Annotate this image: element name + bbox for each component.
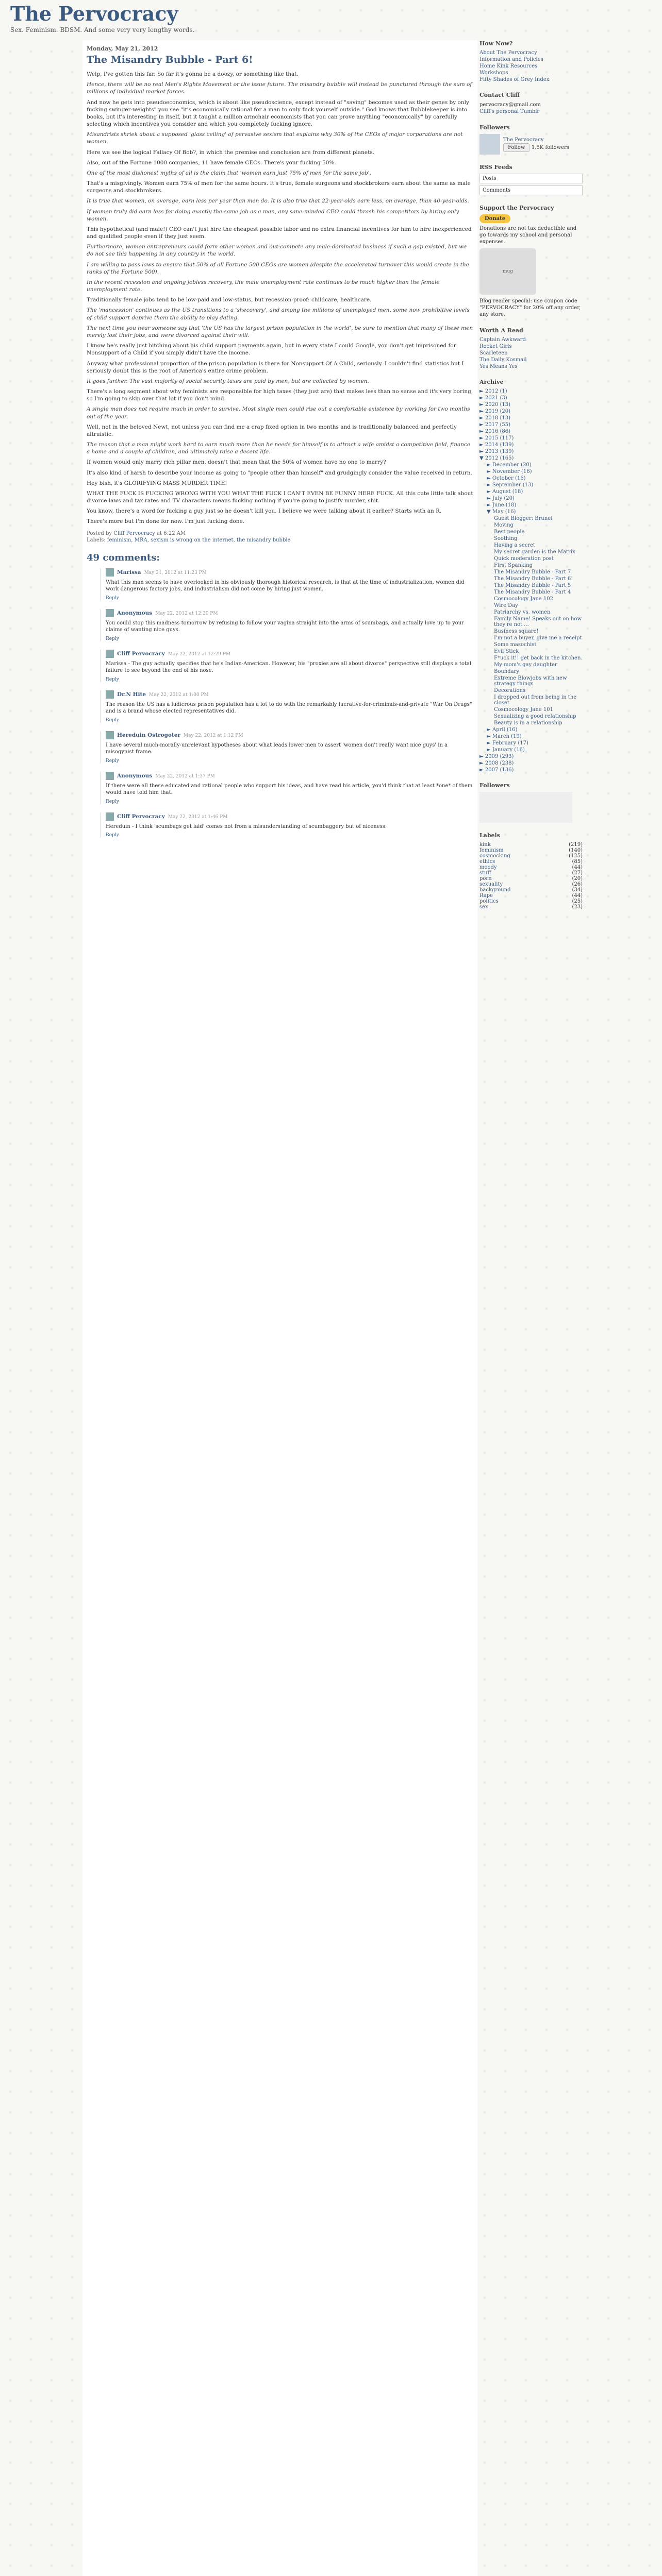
comment bbox=[100, 568, 473, 601]
post-quote: The next time you hear someone say that 'the US has the largest prison population in the world', be sure to mention that many of these men merely lost their jobs, and were divorced against their will. bbox=[87, 325, 473, 338]
avatar[interactable] bbox=[106, 568, 114, 577]
blogroll-link[interactable]: Captain Awkward bbox=[479, 337, 526, 343]
post-title[interactable]: The Misandry Bubble - Part 6! bbox=[87, 54, 253, 65]
label-count: (44) bbox=[572, 893, 583, 899]
label-count: (20) bbox=[572, 876, 583, 882]
comment-date[interactable]: May 22, 2012 at 12:29 PM bbox=[168, 651, 231, 657]
archive-item[interactable]: My secret garden is the Matrix bbox=[494, 549, 575, 555]
archive-item[interactable]: ► October (16) bbox=[487, 476, 526, 481]
blog-description: Sex. Feminism. BDSM. And some very very lengthy words. bbox=[10, 26, 195, 33]
archive-item[interactable]: ▼ May (16) bbox=[487, 509, 516, 515]
comment-date[interactable]: May 22, 2012 at 1:12 PM bbox=[183, 733, 243, 738]
label-link[interactable]: ethics bbox=[479, 859, 495, 865]
label-count: (44) bbox=[572, 865, 583, 870]
post-paragraph: And now he gets into pseudoeconomics, which is about like pseudoscience, except instead of "saving" becomes used as their genes by only fucking swinger-weights" you see "it's economically rational for a man to only fuck yourself outside." God knows that Bubblekeeper is into books, but it's interesting in itself, but it taught a million armchair economists that you can prove anything "economically" by carefully selecting which incentives you consider and which you completely fucking ignore. bbox=[87, 99, 469, 128]
archive-item[interactable]: ► 2007 (136) bbox=[479, 767, 514, 773]
support-text: Donations are not tax deductible and go towards my school and personal expenses. bbox=[479, 226, 577, 245]
label-row bbox=[479, 899, 583, 904]
reply-link[interactable]: Reply bbox=[106, 717, 119, 723]
labels-list bbox=[479, 842, 583, 910]
label-count: (27) bbox=[572, 870, 583, 876]
comment-text: Hereduin - I think 'scumbags get laid' comes not from a misunderstanding of scumbaggery but of niceness. bbox=[106, 823, 387, 829]
reply-link[interactable]: Reply bbox=[106, 676, 119, 682]
archive-item[interactable]: Decorations bbox=[494, 688, 526, 693]
blogroll-link[interactable]: Rocket Girls bbox=[479, 344, 512, 349]
archive-item[interactable]: Beauty is in a relationship bbox=[494, 720, 562, 726]
archive-item[interactable]: ► 2014 (139) bbox=[479, 442, 514, 448]
archive-item[interactable]: ► January (16) bbox=[487, 747, 525, 753]
comments-list bbox=[87, 568, 473, 838]
post-paragraph: If women would only marry rich pillar men, doesn't that mean that the 50% of women have no one to marry? bbox=[87, 459, 386, 466]
about-title: How Now? bbox=[479, 40, 513, 47]
follow-box bbox=[479, 134, 583, 155]
comment bbox=[100, 650, 473, 682]
archive-item[interactable]: The Misandry Bubble - Part 4 bbox=[494, 589, 571, 595]
blog-avatar bbox=[479, 134, 500, 155]
label-link[interactable]: sexuality bbox=[479, 882, 503, 887]
archive-item[interactable]: ► 2017 (55) bbox=[479, 422, 511, 428]
archive-item[interactable]: ► 2012 (1) bbox=[479, 388, 507, 394]
post-paragraph: Anyway what professional proportion of the prison population is there for Nonsupport Of A Child, seriously. I couldn't find statistics but I seriously doubt this is the root of America's entire crime problem. bbox=[87, 360, 464, 374]
avatar[interactable] bbox=[106, 812, 114, 821]
about-link[interactable]: Home Kink Resources bbox=[479, 63, 538, 69]
label-link[interactable]: moody bbox=[479, 865, 497, 870]
archive-item[interactable]: Guest Blogger: Brunei bbox=[494, 516, 553, 521]
reply-link[interactable]: Reply bbox=[106, 799, 119, 804]
comment-author[interactable]: Anonymous bbox=[117, 772, 153, 779]
post-quote: In the recent recession and ongoing jobless recovery, the male unemployment rate continues to be much higher than the female unemployment rate. bbox=[87, 279, 440, 293]
avatar[interactable] bbox=[106, 731, 114, 739]
archive-item[interactable]: F*uck it!! get back in the kitchen. bbox=[494, 655, 583, 661]
archive-item[interactable]: Best people bbox=[494, 529, 525, 535]
archive-item[interactable]: Sexualizing a good relationship bbox=[494, 714, 576, 719]
post-paragraph: You know, there's a word for fucking a guy just so he doesn't kill you. I believe we were talking about it earlier? Starts with an R. bbox=[87, 508, 442, 515]
post-paragraph: There's a long segment about why feminists are responsible for high taxes (they just are) that makes less than no sense and it's very boring, so I'm going to skip over that lot if you don't mind. bbox=[87, 388, 473, 402]
post-body bbox=[87, 71, 473, 526]
post-paragraph: It's also kind of harsh to describe your income as going to "people other than himself" and grudgingly consider the value received in return. bbox=[87, 469, 472, 476]
follower-count: 1.5K followers bbox=[531, 145, 569, 150]
archive-item[interactable]: ► 2021 (3) bbox=[479, 395, 507, 401]
reply-link[interactable]: Reply bbox=[106, 758, 119, 764]
followers-widget bbox=[479, 124, 583, 155]
comment-date[interactable]: May 22, 2012 at 1:37 PM bbox=[155, 773, 215, 779]
archive-item[interactable]: First Spanking bbox=[494, 563, 533, 568]
archive-item[interactable]: Extreme Blowjobs with new strategy things bbox=[494, 675, 567, 687]
archive-item[interactable]: Patriarchy vs. women bbox=[494, 609, 551, 615]
support-title: Support the Pervocracy bbox=[479, 205, 554, 211]
archive-item[interactable]: ► 2015 (117) bbox=[479, 435, 514, 441]
label-link[interactable]: politics bbox=[479, 899, 499, 904]
posted-by-prefix: Posted by bbox=[87, 530, 112, 536]
archive-item[interactable]: ► 2019 (20) bbox=[479, 409, 511, 414]
archive-item[interactable]: ► February (17) bbox=[487, 740, 528, 746]
post-labels-links[interactable]: feminism, MRA, sexism is wrong on the internet, the misandry bubble bbox=[107, 537, 291, 543]
comment-author[interactable]: Marissa bbox=[117, 569, 141, 575]
labels-prefix: Labels: bbox=[87, 537, 106, 543]
worth-widget bbox=[479, 327, 583, 369]
about-link[interactable]: Information and Policies bbox=[479, 57, 543, 62]
comment-header bbox=[106, 812, 473, 821]
about-links bbox=[479, 50, 583, 82]
post-paragraph: There's more but I'm done for now. I'm just fucking done. bbox=[87, 518, 245, 525]
archive-item[interactable]: ► 2009 (293) bbox=[479, 754, 514, 759]
about-link[interactable]: Fifty Shades of Grey Index bbox=[479, 77, 550, 82]
label-count: (34) bbox=[572, 887, 583, 893]
label-row bbox=[479, 848, 583, 853]
shop-text: Blog reader special: use coupon code "PERVOCRACY" for 20% off any order, any store. bbox=[479, 298, 581, 317]
comment-date[interactable]: May 22, 2012 at 12:20 PM bbox=[155, 611, 218, 616]
label-row bbox=[479, 859, 583, 865]
reply-link[interactable]: Reply bbox=[106, 833, 119, 838]
comment-author[interactable]: Cliff Pervocracy bbox=[117, 650, 165, 657]
label-link[interactable]: cosmocking bbox=[479, 853, 510, 859]
archive-item[interactable]: The Misandry Bubble - Part 7 bbox=[494, 569, 571, 575]
comment-author[interactable]: Cliff Pervocracy bbox=[117, 813, 165, 820]
archive-item[interactable]: Having a secret bbox=[494, 543, 536, 548]
comment-author[interactable]: Anonymous bbox=[117, 609, 153, 616]
label-count: (25) bbox=[572, 899, 583, 904]
contact-title: Contact Cliff bbox=[479, 92, 520, 98]
label-link[interactable]: background bbox=[479, 887, 511, 893]
about-link[interactable]: About The Pervocracy bbox=[479, 50, 537, 56]
archive-item[interactable]: Cosmocology Jane 101 bbox=[494, 707, 553, 713]
post-paragraph: Well, not in the beloved Newt, not unless you can find me a crap fixed option in two months and is traditionally balanced and perfectly altruistic. bbox=[87, 423, 457, 437]
label-link[interactable]: sex bbox=[479, 904, 488, 910]
about-link[interactable]: Workshops bbox=[479, 70, 508, 76]
label-row bbox=[479, 842, 583, 848]
rss-comments-dropdown[interactable]: Comments bbox=[479, 185, 583, 195]
comment bbox=[100, 609, 473, 641]
post-paragraph: Hey bish, it's GLORIFYING MASS MURDER TIME! bbox=[87, 480, 227, 486]
archive-item[interactable]: Family Name! Speaks out on how they're not ... bbox=[494, 616, 582, 628]
followers-grid bbox=[479, 792, 572, 823]
worth-links bbox=[479, 337, 583, 369]
worth-title: Worth A Read bbox=[479, 327, 523, 334]
post-footer bbox=[87, 531, 473, 536]
archive-item[interactable]: ► 2020 (13) bbox=[479, 402, 511, 408]
archive-item[interactable]: ► April (16) bbox=[487, 727, 518, 733]
label-row bbox=[479, 853, 583, 859]
comment bbox=[100, 812, 473, 838]
archive-item[interactable]: ► 2016 (86) bbox=[479, 429, 511, 434]
archive-item[interactable]: ► 2008 (238) bbox=[479, 760, 514, 766]
post-paragraph: That's a misgivingly. Women earn 75% of men for the same hours. It's true, female surgeons and stockbrokers earn about the same as male surgeons and stockbrokers. bbox=[87, 180, 471, 194]
post-paragraph: WHAT THE FUCK IS FUCKING WRONG WITH YOU WHAT THE FUCK I CAN'T EVEN BE FUNNY HERE FUCK. All this cute little talk about divorce laws and tax rates and TV characters means fucking nothing if you're going to justify murder, shit. bbox=[87, 490, 473, 504]
archive-item[interactable]: Wire Day bbox=[494, 603, 518, 608]
archive-item[interactable]: My mom's gay daughter bbox=[494, 662, 557, 668]
comment-date[interactable]: May 21, 2012 at 11:23 PM bbox=[144, 570, 207, 575]
sidebar bbox=[479, 40, 583, 2576]
archive-item[interactable]: I dropped out from being in the closet bbox=[494, 694, 577, 706]
label-row bbox=[479, 887, 583, 893]
blog-title[interactable]: The Pervocracy bbox=[10, 2, 178, 25]
support-widget bbox=[479, 205, 583, 318]
archive-list bbox=[479, 388, 583, 773]
label-count: (219) bbox=[569, 842, 583, 848]
avatar[interactable] bbox=[106, 690, 114, 699]
post-quote: I am willing to pass laws to ensure that 50% of all Fortune 500 CEOs are women (despite the accelerated turnover this would create in the ranks of the Fortune 500). bbox=[87, 261, 469, 275]
rss-posts-dropdown[interactable]: Posts bbox=[479, 174, 583, 183]
blogroll-link[interactable]: Scarleteen bbox=[479, 350, 508, 356]
comments-title: 49 comments: bbox=[87, 552, 160, 563]
comment-text: I have several much-morally-unrelevant hypotheses about what leads lower men to assert 'women don't really want nice guys' in a misogynist frame. bbox=[106, 742, 448, 755]
labels-title: Labels bbox=[479, 832, 500, 839]
label-row bbox=[479, 876, 583, 882]
label-link[interactable]: porn bbox=[479, 876, 492, 882]
contact-email[interactable]: pervocracy@gmail.com bbox=[479, 102, 541, 108]
label-link[interactable]: Rape bbox=[479, 893, 493, 899]
comment-header bbox=[106, 772, 473, 780]
post-time[interactable]: at 6:22 AM bbox=[157, 530, 186, 536]
comment-text: If there were all these educated and rational people who support his ideas, and have read his article, you'd think that at least *one* of them would have told him that. bbox=[106, 783, 473, 796]
post-quote: Furthermore, women entrepreneurs could form other women and out-compete any male-dominated business if such a gap existed, but we do not see this happening in any country in the world. bbox=[87, 244, 467, 258]
archive-title: Archive bbox=[479, 379, 504, 385]
archive-item[interactable]: Evil Stick bbox=[494, 649, 519, 654]
comment-header bbox=[106, 568, 473, 577]
label-row bbox=[479, 882, 583, 887]
donate-button[interactable]: Donate bbox=[479, 214, 510, 223]
label-row bbox=[479, 904, 583, 910]
post-quote: Hence, there will be no real Men's Rights Movement or the issue future. The misandry bubble will instead be punctured through the sum of millions of individual market forces. bbox=[87, 81, 472, 95]
archive-item[interactable]: ▼ 2012 (165) bbox=[479, 455, 514, 461]
label-link[interactable]: feminism bbox=[479, 848, 504, 853]
archive-item[interactable]: ► July (20) bbox=[487, 496, 515, 501]
archive-item[interactable]: ► September (13) bbox=[487, 482, 534, 488]
label-link[interactable]: kink bbox=[479, 842, 491, 848]
post-paragraph: Welp, I've gotten this far. So far it's gonna be a doozy, or something like that. bbox=[87, 71, 299, 77]
contact-widget bbox=[479, 92, 583, 115]
post-labels bbox=[87, 537, 473, 543]
reply-link[interactable]: Reply bbox=[106, 595, 119, 601]
post-quote: It is true that women, on average, earn less per year than men do. It is also true that 22-year-olds earn less, on average, than 40-year-olds. bbox=[87, 198, 469, 205]
comment-date[interactable]: May 22, 2012 at 1:46 PM bbox=[168, 814, 228, 820]
comment-text: What this man seems to have overlooked in his obviously thorough historical research, is that at the time of industrialization, women did work dangerous factory jobs, and industrialism did not come by hiring just women. bbox=[106, 579, 465, 592]
main-column bbox=[82, 40, 477, 2576]
shop-mug-image[interactable] bbox=[479, 248, 536, 295]
post-paragraph: This hypothetical (and male!) CEO can't just hire the cheapest possible labor and no extra financial incentives for him to hire inexperienced and qualified people even if they just seem. bbox=[87, 226, 472, 240]
comment bbox=[100, 731, 473, 764]
comment-text: You could stop this madness tomorrow by refusing to follow your vagina straight into the arms of scumbags, and actually love up to your claims of wanting nice guys. bbox=[106, 620, 464, 633]
archive-widget bbox=[479, 379, 583, 773]
avatar[interactable] bbox=[106, 772, 114, 780]
archive-item[interactable]: ► June (18) bbox=[487, 502, 517, 508]
comment-header bbox=[106, 650, 473, 658]
rss-widget bbox=[479, 164, 583, 195]
label-row bbox=[479, 893, 583, 899]
post-date: Monday, May 21, 2012 bbox=[87, 45, 158, 52]
label-row bbox=[479, 865, 583, 870]
archive-item[interactable]: Boundary bbox=[494, 669, 520, 674]
label-row bbox=[479, 870, 583, 876]
blogroll-link[interactable]: Yes Means Yes bbox=[479, 364, 518, 369]
comment-date[interactable]: May 22, 2012 at 1:00 PM bbox=[149, 692, 209, 698]
post-quote: The reason that a man might work hard to earn much more than he needs for himself is to attract a wife amidst a competitive field, finance a home and a couple of children, and ultimately raise a decent life. bbox=[87, 442, 471, 455]
followers2-widget bbox=[479, 782, 583, 823]
follow-button[interactable]: Follow bbox=[503, 143, 529, 152]
label-count: (140) bbox=[569, 848, 583, 853]
archive-item[interactable]: ► 2018 (13) bbox=[479, 415, 511, 421]
followers-title: Followers bbox=[479, 124, 510, 131]
about-widget bbox=[479, 40, 583, 82]
comment-text: The reason the US has a ludicrous prison population has a lot to do with the remarkably lucrative-for-criminals-and-private "War On Drugs" and is a brand whose elected representatives did. bbox=[106, 701, 472, 715]
archive-item[interactable]: Some masochist bbox=[494, 642, 537, 648]
comment-header bbox=[106, 609, 473, 617]
archive-item[interactable]: ► August (18) bbox=[487, 489, 523, 495]
comment bbox=[100, 690, 473, 723]
post-paragraph: Traditionally female jobs tend to be low-paid and low-status, but recession-proof: childcare, healthcare. bbox=[87, 297, 372, 303]
post-quote: If women truly did earn less for doing exactly the same job as a man, any sane-minded CEO could thrash his competitors by hiring only women. bbox=[87, 208, 459, 222]
label-link[interactable]: stuff bbox=[479, 870, 491, 876]
labels-widget bbox=[479, 832, 583, 910]
post-author-link[interactable]: Cliff Pervocracy bbox=[113, 530, 155, 536]
blog-header bbox=[10, 0, 652, 31]
archive-item[interactable]: The Misandry Bubble - Part 5 bbox=[494, 583, 571, 588]
post-quote: A single man does not require much in order to survive. Most single men could rise out a comfortable existence by working for two months out of the year. bbox=[87, 406, 470, 420]
post-quote: The 'mancession' continues as the US transitions to a 'shecovery', and among the millions of unemployed men, some now prohibitive levels of child support deprive them the ability to play dating. bbox=[87, 307, 470, 321]
avatar[interactable] bbox=[106, 609, 114, 617]
archive-item[interactable]: Moving bbox=[494, 522, 514, 528]
contact-tumblr-link[interactable]: Cliff's personal Tumblr bbox=[479, 109, 540, 114]
post-paragraph: I know he's really just bitching about his child support payments again, but in every state I could Google, you don't get imprisoned for Nonsupport of a Child if you simply didn't have the income. bbox=[87, 343, 456, 357]
archive-item[interactable]: ► November (16) bbox=[487, 469, 532, 474]
label-count: (23) bbox=[572, 904, 583, 910]
comment bbox=[100, 772, 473, 804]
follow-blog-name[interactable]: The Pervocracy bbox=[503, 137, 544, 143]
mug-label: mug bbox=[502, 269, 514, 274]
comment-author[interactable]: Hereduin Ostrogoter bbox=[117, 732, 180, 738]
archive-item[interactable]: I'm not a buyer, give me a receipt bbox=[494, 635, 582, 641]
post-paragraph: Here we see the logical Fallacy Of Bob?, in which the premise and conclusion are from different planets. bbox=[87, 149, 375, 156]
archive-item[interactable]: Business square! bbox=[494, 629, 539, 634]
archive-item[interactable]: Cosmocology Jane 102 bbox=[494, 596, 553, 602]
post-quote: It goes further. The vast majority of social security taxes are paid by men, but are collected by women. bbox=[87, 378, 369, 384]
label-count: (26) bbox=[572, 882, 583, 887]
archive-item[interactable]: Soothing bbox=[494, 536, 518, 541]
post-paragraph: Also, out of the Fortune 1000 companies, 11 have female CEOs. There's your fucking 50%. bbox=[87, 159, 336, 166]
blogroll-link[interactable]: The Daily Kosmail bbox=[479, 357, 527, 363]
archive-item[interactable]: ► December (20) bbox=[487, 462, 532, 468]
archive-item[interactable]: ► 2013 (139) bbox=[479, 449, 514, 454]
comment-header bbox=[106, 690, 473, 699]
rss-title: RSS Feeds bbox=[479, 164, 512, 171]
comment-author[interactable]: Dr.N Hite bbox=[117, 691, 146, 698]
comment-text: Marissa - The guy actually specifies that he's Indian-American. However, his "proxies are all about divorce" perspective still displays a total failure to see beyond the end of his nose. bbox=[106, 660, 472, 674]
post-quote: One of the most dishonest myths of all is the claim that 'women earn just 75% of men for the same job'. bbox=[87, 170, 372, 176]
archive-item[interactable]: The Misandry Bubble - Part 6! bbox=[494, 576, 573, 582]
avatar[interactable] bbox=[106, 650, 114, 658]
followers2-title: Followers bbox=[479, 782, 510, 789]
archive-item[interactable]: Quick moderation post bbox=[494, 556, 554, 562]
post-quote: Misandrists shriek about a supposed 'glass ceiling' of pervasive sexism that explains why 30% of the CEOs of major corporations are not women. bbox=[87, 131, 463, 145]
label-count: (125) bbox=[569, 853, 583, 859]
archive-item[interactable]: ► March (19) bbox=[487, 734, 522, 739]
label-count: (85) bbox=[572, 859, 583, 865]
comment-header bbox=[106, 731, 473, 739]
reply-link[interactable]: Reply bbox=[106, 636, 119, 641]
